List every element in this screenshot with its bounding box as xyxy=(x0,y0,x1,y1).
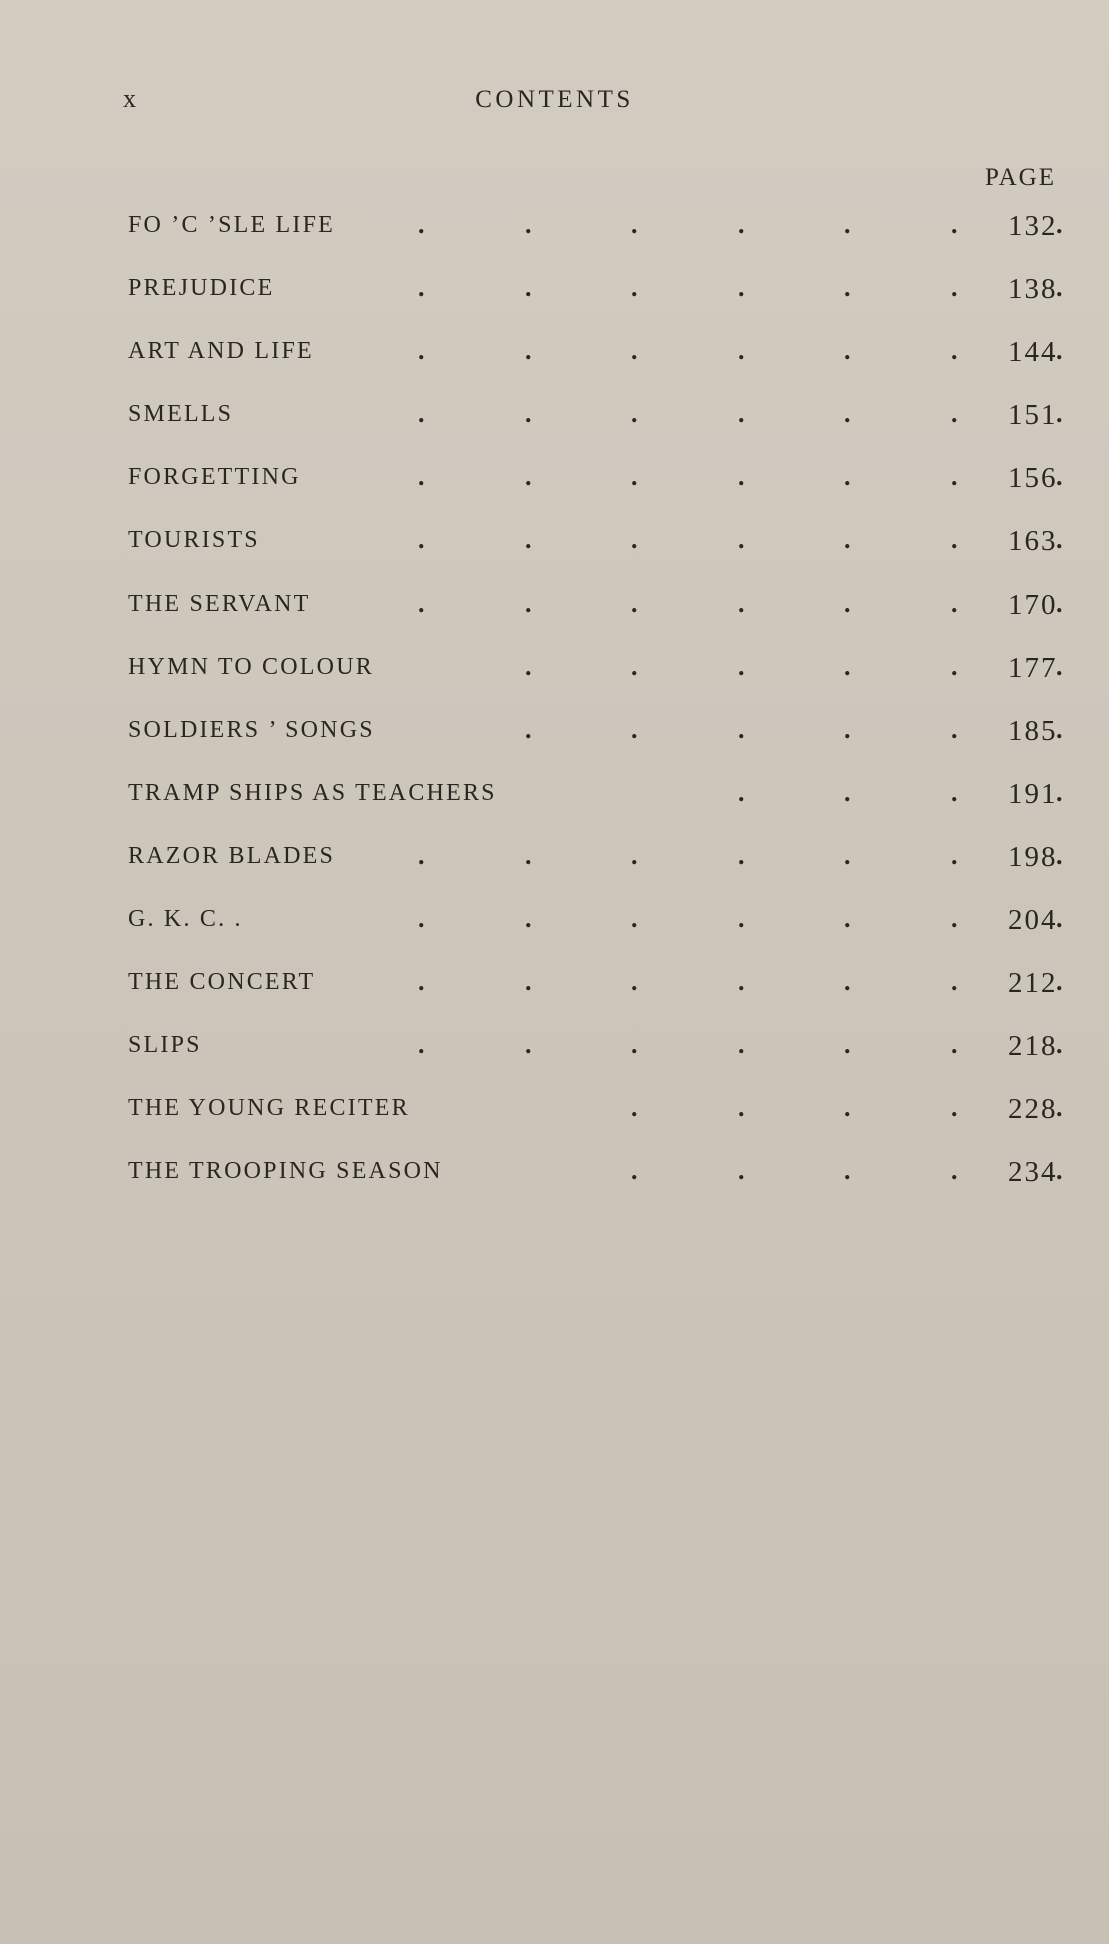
leader-dot: . xyxy=(738,967,745,996)
leader-dot: . xyxy=(951,715,958,744)
leader-dot: . xyxy=(951,462,958,491)
toc-entry-title: PREJUDICE xyxy=(128,275,275,301)
leader-dot: . xyxy=(951,778,958,807)
leader-dot: . xyxy=(1056,841,1063,870)
leader-dot: . xyxy=(844,1030,851,1059)
toc-entry xyxy=(128,1032,1068,1072)
toc-entry-title: SMELLS xyxy=(128,401,234,427)
toc-entry-title: THE YOUNG RECITER xyxy=(128,1095,410,1121)
leader-dot: . xyxy=(631,1030,638,1059)
leader-dot: . xyxy=(525,841,532,870)
leader-dot: . xyxy=(525,336,532,365)
leader-dot: . xyxy=(1056,715,1063,744)
leader-dot: . xyxy=(951,904,958,933)
toc-entry xyxy=(128,1095,1068,1135)
toc-entry xyxy=(128,717,1068,757)
leader-dot: . xyxy=(631,715,638,744)
toc-entry-title: TRAMP SHIPS AS TEACHERS xyxy=(128,780,497,806)
toc-entry-page-number: 228 xyxy=(1008,1093,1058,1125)
leader-dot: . xyxy=(738,462,745,491)
leader-dot: . xyxy=(631,273,638,302)
toc-entry-page-number: 151 xyxy=(1008,399,1058,431)
toc-entry-page-number: 177 xyxy=(1008,652,1058,684)
leader-dot: . xyxy=(418,336,425,365)
leader-dot: . xyxy=(1056,967,1063,996)
leader-dot: . xyxy=(631,1156,638,1185)
leader-dot: . xyxy=(951,1030,958,1059)
leader-dot: . xyxy=(738,715,745,744)
toc-entry-page-number: 191 xyxy=(1008,778,1058,810)
leader-dot: . xyxy=(525,652,532,681)
leader-dot: . xyxy=(418,967,425,996)
leader-dot: . xyxy=(951,1156,958,1185)
toc-entry-title: ART AND LIFE xyxy=(128,338,314,364)
leader-dot: . xyxy=(418,210,425,239)
leader-dot: . xyxy=(418,462,425,491)
leader-dot: . xyxy=(844,525,851,554)
leader-dot: . xyxy=(525,715,532,744)
toc-entry-page-number: 132 xyxy=(1008,210,1058,242)
toc-entry-title: THE SERVANT xyxy=(128,591,311,617)
leader-dot: . xyxy=(1056,273,1063,302)
leader-dot: . xyxy=(738,1093,745,1122)
leader-dot: . xyxy=(631,525,638,554)
toc-entry-page-number: 234 xyxy=(1008,1156,1058,1188)
leader-dot: . xyxy=(418,841,425,870)
leader-dot: . xyxy=(525,273,532,302)
leader-dot: . xyxy=(738,589,745,618)
leader-dot: . xyxy=(844,1156,851,1185)
leader-dot: . xyxy=(844,841,851,870)
toc-entry-title: G. K. C. . xyxy=(128,906,243,932)
leader-dot: . xyxy=(951,652,958,681)
leader-dot: . xyxy=(1056,525,1063,554)
leader-dot: . xyxy=(631,210,638,239)
leader-dot: . xyxy=(738,1030,745,1059)
leader-dot: . xyxy=(738,778,745,807)
leader-dot: . xyxy=(738,904,745,933)
leader-dot: . xyxy=(525,399,532,428)
leader-dot: . xyxy=(738,652,745,681)
leader-dot: . xyxy=(1056,210,1063,239)
toc-entry-title: RAZOR BLADES xyxy=(128,843,336,869)
leader-dot: . xyxy=(525,589,532,618)
toc-entry xyxy=(128,401,1068,441)
toc-entry xyxy=(128,464,1068,504)
leader-dot: . xyxy=(418,904,425,933)
toc-entry-title: FORGETTING xyxy=(128,464,301,490)
toc-entry-page-number: 185 xyxy=(1008,715,1058,747)
leader-dot: . xyxy=(1056,652,1063,681)
leader-dot: . xyxy=(844,967,851,996)
toc-entry-title: SLIPS xyxy=(128,1032,202,1058)
leader-dot: . xyxy=(951,273,958,302)
page-column-label: PAGE xyxy=(985,164,1056,191)
leader-dot: . xyxy=(844,778,851,807)
toc-entry xyxy=(128,527,1068,567)
leader-dot: . xyxy=(844,1093,851,1122)
leader-dot: . xyxy=(1056,589,1063,618)
leader-dot: . xyxy=(525,904,532,933)
leader-dot: . xyxy=(951,210,958,239)
toc-entry-title: THE TROOPING SEASON xyxy=(128,1158,443,1184)
leader-dot: . xyxy=(418,589,425,618)
leader-dot: . xyxy=(631,589,638,618)
leader-dot: . xyxy=(418,1030,425,1059)
toc-entry xyxy=(128,843,1068,883)
leader-dot: . xyxy=(631,462,638,491)
leader-dot: . xyxy=(844,715,851,744)
toc-entry-page-number: 138 xyxy=(1008,273,1058,305)
toc-entry-title: SOLDIERS ’ SONGS xyxy=(128,717,375,743)
leader-dot: . xyxy=(1056,1030,1063,1059)
leader-dot: . xyxy=(738,525,745,554)
leader-dot: . xyxy=(631,841,638,870)
toc-entry-page-number: 218 xyxy=(1008,1030,1058,1062)
leader-dot: . xyxy=(525,1030,532,1059)
leader-dot: . xyxy=(738,1156,745,1185)
leader-dot: . xyxy=(951,525,958,554)
toc-entry-title: THE CONCERT xyxy=(128,969,316,995)
leader-dot: . xyxy=(738,336,745,365)
leader-dot: . xyxy=(631,336,638,365)
toc-entry xyxy=(128,1158,1068,1198)
toc-entry-title: FO ’C ’SLE LIFE xyxy=(128,212,335,238)
leader-dot: . xyxy=(951,336,958,365)
leader-dot: . xyxy=(844,336,851,365)
leader-dot: . xyxy=(1056,1156,1063,1185)
leader-dot: . xyxy=(631,1093,638,1122)
folio-number: x xyxy=(123,84,137,113)
toc-entry-page-number: 156 xyxy=(1008,462,1058,494)
toc-entry-page-number: 198 xyxy=(1008,841,1058,873)
leader-dot: . xyxy=(1056,399,1063,428)
leader-dot: . xyxy=(1056,904,1063,933)
leader-dot: . xyxy=(418,399,425,428)
toc-entry-title: HYMN TO COLOUR xyxy=(128,654,374,680)
leader-dot: . xyxy=(951,841,958,870)
leader-dot: . xyxy=(631,967,638,996)
toc-entry-page-number: 170 xyxy=(1008,589,1058,621)
toc-entry xyxy=(128,780,1068,820)
leader-dot: . xyxy=(844,589,851,618)
leader-dot: . xyxy=(844,904,851,933)
leader-dot: . xyxy=(525,210,532,239)
leader-dot: . xyxy=(951,589,958,618)
leader-dot: . xyxy=(844,399,851,428)
toc-entry xyxy=(128,906,1068,946)
toc-entry xyxy=(128,275,1068,315)
leader-dot: . xyxy=(631,652,638,681)
toc-entry xyxy=(128,338,1068,378)
leader-dot: . xyxy=(738,273,745,302)
toc-entry xyxy=(128,969,1068,1009)
toc-entry xyxy=(128,654,1068,694)
leader-dot: . xyxy=(844,273,851,302)
leader-dot: . xyxy=(1056,1093,1063,1122)
leader-dot: . xyxy=(631,399,638,428)
leader-dot: . xyxy=(844,652,851,681)
leader-dot: . xyxy=(418,273,425,302)
leader-dot: . xyxy=(525,462,532,491)
leader-dot: . xyxy=(525,525,532,554)
toc-entry-page-number: 204 xyxy=(1008,904,1058,936)
leader-dot: . xyxy=(738,841,745,870)
leader-dot: . xyxy=(738,399,745,428)
toc-entry xyxy=(128,212,1068,252)
leader-dot: . xyxy=(1056,336,1063,365)
leader-dot: . xyxy=(844,462,851,491)
leader-dot: . xyxy=(844,210,851,239)
toc-entry-page-number: 144 xyxy=(1008,336,1058,368)
leader-dot: . xyxy=(525,967,532,996)
leader-dot: . xyxy=(951,1093,958,1122)
page-title: CONTENTS xyxy=(475,86,634,113)
leader-dot: . xyxy=(951,967,958,996)
leader-dot: . xyxy=(1056,462,1063,491)
toc-entry-page-number: 212 xyxy=(1008,967,1058,999)
leader-dot: . xyxy=(418,525,425,554)
toc-entry-title: TOURISTS xyxy=(128,527,260,553)
leader-dot: . xyxy=(951,399,958,428)
leader-dot: . xyxy=(631,904,638,933)
toc-entry-page-number: 163 xyxy=(1008,525,1058,557)
leader-dot: . xyxy=(1056,778,1063,807)
toc-entry xyxy=(128,591,1068,631)
leader-dot: . xyxy=(738,210,745,239)
